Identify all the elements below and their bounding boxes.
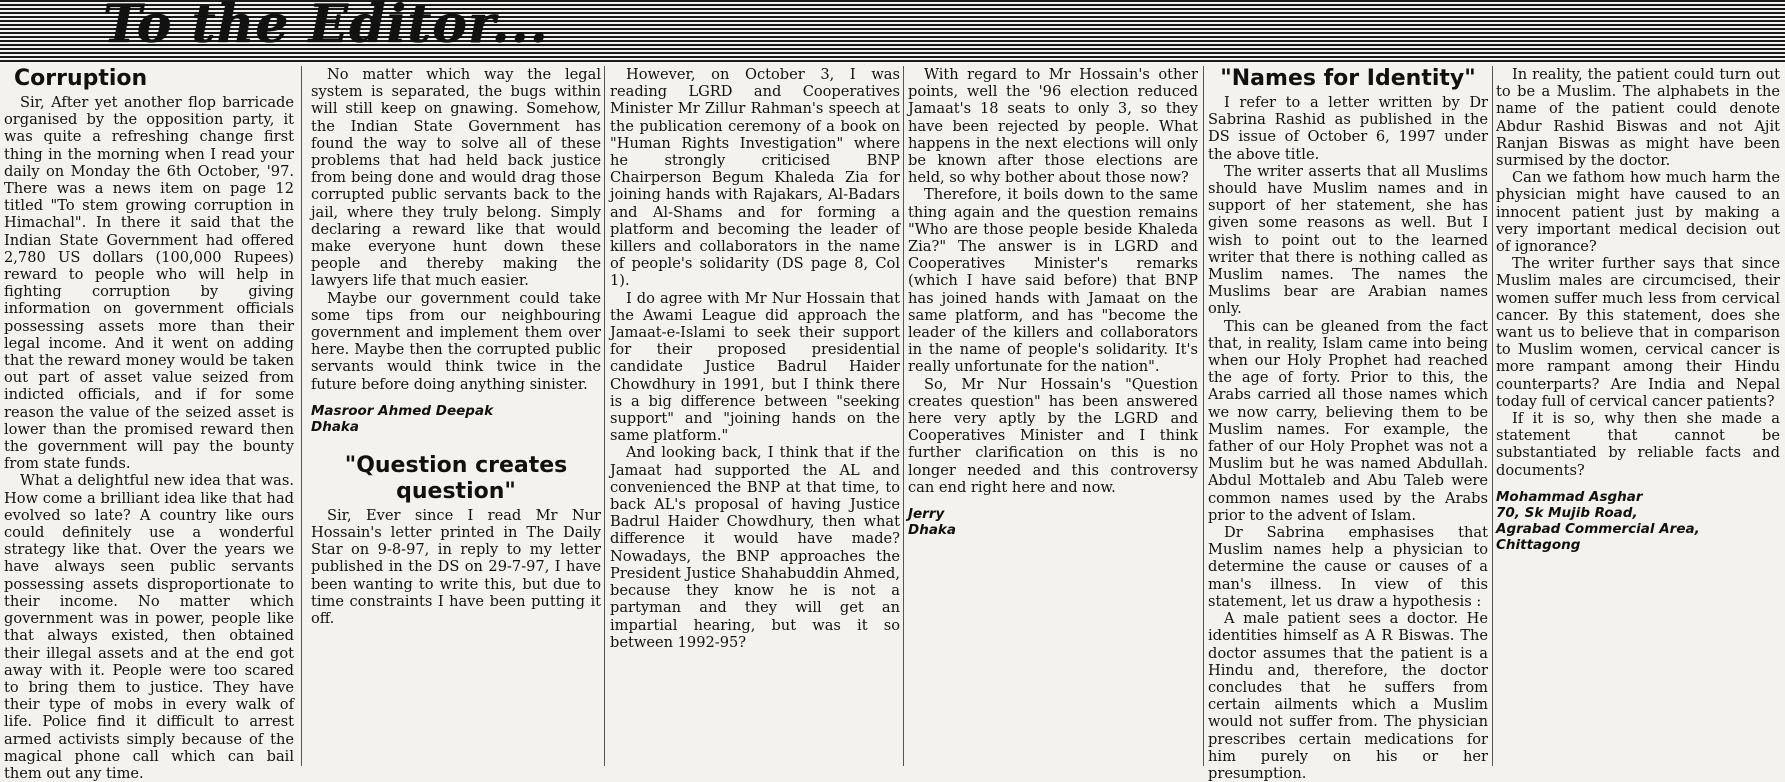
names-para-2: The writer asserts that all Muslims should have Muslim names and in support of her statement, she has given some reasons as well. But I wish to point out to the learned writer that there is nothing called as Muslim names. The names the Muslims bear are Arabian names only. xyxy=(1208,162,1488,318)
editor-banner xyxy=(0,0,1785,62)
question-para-7: So, Mr Nur Hossain's "Question creates question" has been answered here very aptly by the LGRD and Cooperatives Minister and I think further clarification on this is no longer needed and this controversy can end right here and now. xyxy=(908,375,1198,496)
names-para-4: Dr Sabrina emphasises that Muslim names help a physician to determine the cause or causes of a man's illness. In view of this statement, let us draw a hypothesis : xyxy=(1208,524,1488,610)
column-3 xyxy=(610,66,900,766)
names-signature-name: Mohammad Asghar xyxy=(1496,488,1643,505)
names-para-8: The writer further says that since Muslim males are circumcised, their women suffer much less from cervical cancer. By this statement, does she want us to believe that in comparison to Muslim women, cervical cancer is more rampant among their Hindu counterparts? Are India and Nepal today full of cervical cancer patients? xyxy=(1496,255,1780,410)
column-rule xyxy=(301,66,302,766)
corruption-heading: Corruption xyxy=(14,66,148,91)
question-para-1: Sir, Ever since I read Mr Nur Hossain's letter printed in The Daily Star on 9-8-97, in reply to my letter published in the DS on 29-7-97, I have been wanting to write this, but due to time constraints I have been putting it off. xyxy=(311,506,601,628)
column-rule xyxy=(1492,66,1493,766)
column-1 xyxy=(4,66,294,782)
question-signature-name: Jerry xyxy=(908,506,945,523)
names-signature-addr2: Agrabad Commercial Area, xyxy=(1496,520,1700,537)
column-rule xyxy=(903,66,904,766)
corruption-para-3: No matter which way the legal system is separated, the bugs within will still keep on gnawing. Somehow, the Indian State Government has found the way to solve all of these problems that had held back justice from being done and would drag those corrupted public servants back to the jail, where they truly belong. Simply declaring a reward like that would make everyone hunt down these people and thereby making the lawyers life that much easier. xyxy=(311,66,601,290)
names-para-9: If it is so, why then she made a statement that cannot be substantiated by reliable facts and documents? xyxy=(1496,410,1780,479)
names-signature-place: Chittagong xyxy=(1496,536,1581,553)
question-para-2: However, on October 3, I was reading LGRD and Cooperatives Minister Mr Zillur Rahman's speech at the publication ceremony of a book on "Human Rights Investigation" where he strongly criticised BNP Chairperson Begum Khaleda Zia for joining hands with Rajakars, Al-Badars and Al-Shams and for forming a platform and becoming the leader of killers and collaborators in the name of people's solidarity (DS page 8, Col 1). xyxy=(610,66,900,290)
column-rule xyxy=(1203,66,1204,766)
names-para-5: A male patient sees a doctor. He identities himself as A R Biswas. The doctor assumes that the patient is a Hindu and, therefore, the doctor concludes that he suffers from certain ailments which a Muslim would not suffer from. The physician prescribes certain medications for him purely on his or her presumption. xyxy=(1208,610,1488,782)
names-para-7: Can we fathom how much harm the physician might have caused to an innocent patient just by making a very important medical decision out of ignorance? xyxy=(1496,169,1780,256)
question-signature-place: Dhaka xyxy=(908,522,957,539)
column-4 xyxy=(908,66,1198,766)
column-rule xyxy=(604,66,605,766)
names-heading: "Names for Identity" xyxy=(1220,66,1476,91)
question-para-4: And looking back, I think that if the Jamaat had supported the AL and convenienced the BNP at that time, to back AL's proposal of having Justice Badrul Haider Chowdhury, then what difference it would have made? Nowadays, the BNP approaches the President Justice Shahabuddin Ahmed, because they know he is not a partyman and they will get an impartial hearing, but was it so between 1992-95? xyxy=(610,444,900,651)
corruption-para-1: Sir, After yet another flop barricade organised by the opposition party, it was quite a refreshing change first thing in the morning when I read your daily on Monday the 6th October, '97. There was a news item on page 12 titled "To stem growing corruption in Himachal". In there it said that the Indian State Government had offered 2,780 US dollars (100,000 Rupees) reward to people who will help in fighting corruption by giving information on government officials possessing assets more than their legal income. And it went on adding that the reward money would be taken out part of asset value seized from indicted officials, and if for some reason the value of the seized asset is lower than the promised reward then the government will pay the bounty from state funds. xyxy=(4,94,294,473)
column-2 xyxy=(311,66,601,766)
corruption-para-4: Maybe our government could take some tips from our neighbouring government and implement them over here. Maybe then the corrupted public servants would think twice in the future before doing anything sinister. xyxy=(311,289,601,393)
question-para-5: With regard to Mr Hossain's other points, well the '96 election reduced Jamaat's 18 seats to only 3, so they have been rejected by people. What happens in the next elections will only be known after those elections are held, so why bother about those now? xyxy=(908,66,1198,187)
corruption-signature-place: Dhaka xyxy=(311,418,360,435)
names-signature-addr1: 70, Sk Mujib Road, xyxy=(1496,504,1638,521)
corruption-para-2: What a delightful new idea that was. How come a brilliant idea like that had evolved so late? A country like ours could definitely use a wonderful strategy like that. Over the years we have always seen public servants possessing assets disproportionate to their income. No matter which government was in power, people like that always existed, then obtained their illegal assets and at the end got away with it. People were too scared to bring them to justice. They have their type of mobs in every walk of life. Police find it difficult to arrest armed activists simply because of the magical phone call which can bail them out any time. xyxy=(4,472,294,782)
question-heading: "Question creates question" xyxy=(344,452,568,504)
column-5 xyxy=(1208,66,1488,782)
question-para-3: I do agree with Mr Nur Hossain that the Awami League did approach the Jamaat-e-Islami to seek their support for their proposed presidential candidate Justice Badrul Haider Chowdhury in 1991, but I think there is a big difference between "seeking support" and "joining hands on the same platform." xyxy=(610,289,900,445)
names-para-3: This can be gleaned from the fact that, in reality, Islam came into being when our Holy Prophet had reached the age of forty. Prior to this, the Arabs carried all those names which we now carry, believing them to be Muslim names. For example, the father of our Holy Prophet was not a Muslim but he was named Abdullah. Abdul Mottaleb and Abu Taleb were common names used by the Arabs prior to the advent of Islam. xyxy=(1208,317,1488,524)
column-6 xyxy=(1496,66,1780,766)
names-para-6: In reality, the patient could turn out to be a Muslim. The alphabets in the name of the patient could denote Abdur Rashid Biswas and not Ajit Ranjan Biswas as might have been surmised by the doctor. xyxy=(1496,66,1780,170)
banner-title: To the Editor... xyxy=(103,0,549,55)
names-para-1: I refer to a letter written by Dr Sabrina Rashid as published in the DS issue of October 6, 1997 under the above title. xyxy=(1208,94,1488,163)
question-para-6: Therefore, it boils down to the same thing again and the question remains "Who are those people beside Khaleda Zia?" The answer is in LGRD and Cooperatives Minister's remarks (which I have said before) that BNP has joined hands with Jamaat on the same platform, and has "become the leader of the killers and collaborators in the name of people's solidarity. It's really unfortunate for the nation". xyxy=(908,186,1198,376)
corruption-signature-name: Masroor Ahmed Deepak xyxy=(311,402,494,419)
